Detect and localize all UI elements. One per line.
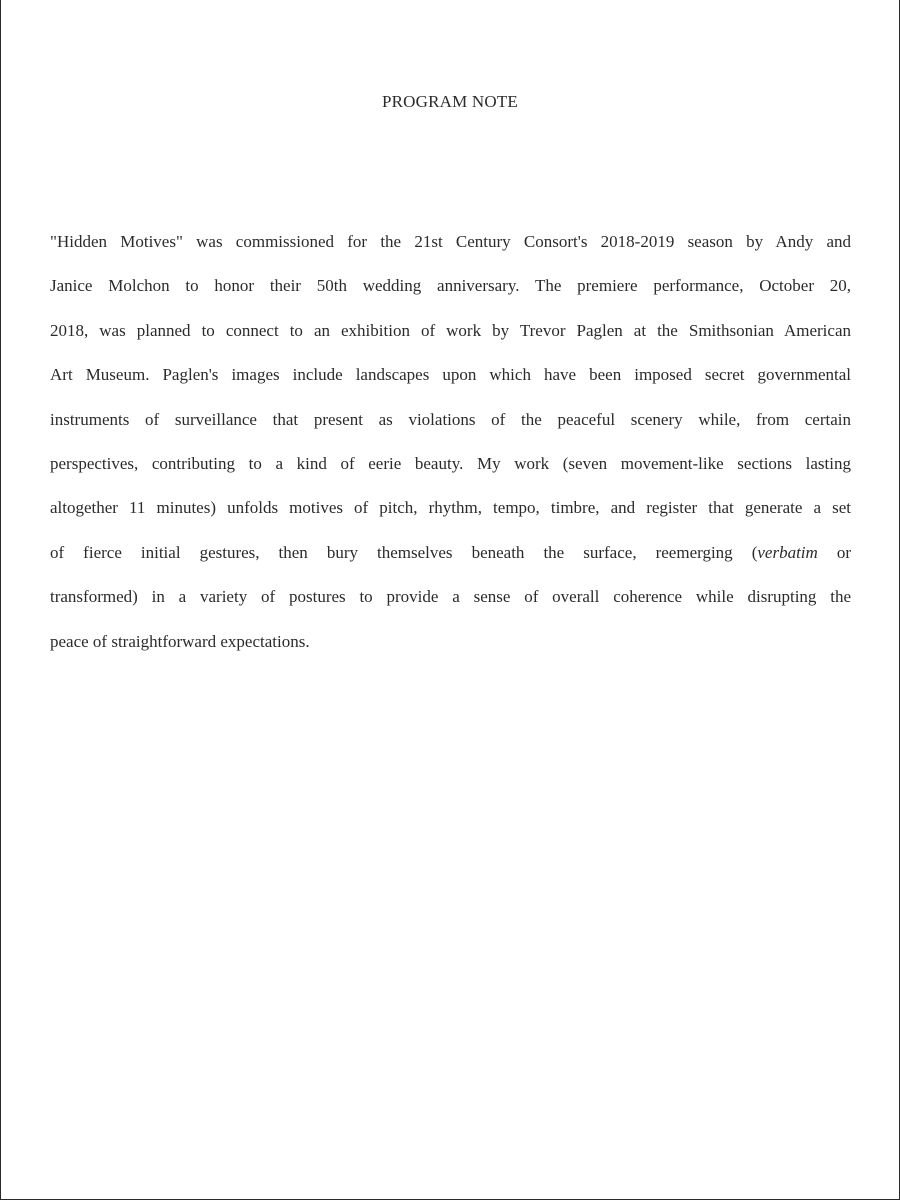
paragraph-line-tail: or bbox=[817, 542, 851, 562]
italic-term: verbatim bbox=[757, 542, 818, 562]
program-note-paragraph bbox=[50, 220, 851, 664]
paragraph-line: "Hidden Motives" was commissioned for the 21st Century Consort's 2018-2019 season by Andy and bbox=[50, 232, 851, 251]
paragraph-line: 2018, was planned to connect to an exhibition of work by Trevor Paglen at the Smithsonian American bbox=[50, 320, 851, 340]
paragraph-line: Janice Molchon to honor their 50th wedding anniversary. The premiere performance, October 20, bbox=[50, 276, 851, 296]
paragraph-line-last: peace of straightforward expectations. bbox=[50, 631, 310, 651]
page-title: PROGRAM NOTE bbox=[381, 92, 519, 111]
paragraph-line-text: of fierce initial gestures, then bury themselves beneath the surface, reemerging ( bbox=[50, 542, 758, 562]
paragraph-line: instruments of surveillance that present as violations of the peaceful scenery while, from certain bbox=[50, 409, 851, 429]
paragraph-line-with-italic bbox=[50, 531, 851, 575]
document-page bbox=[1, 0, 899, 1199]
paragraph-line: altogether 11 minutes) unfolds motives of pitch, rhythm, tempo, timbre, and register that generate a set bbox=[50, 498, 851, 518]
paragraph-line: Art Museum. Paglen's images include landscapes upon which have been imposed secret governmental bbox=[50, 365, 851, 385]
paragraph-line: perspectives, contributing to a kind of eerie beauty. My work (seven movement-like sections lasting bbox=[50, 453, 851, 473]
paragraph-line: transformed) in a variety of postures to provide a sense of overall coherence while disrupting the bbox=[50, 587, 851, 607]
